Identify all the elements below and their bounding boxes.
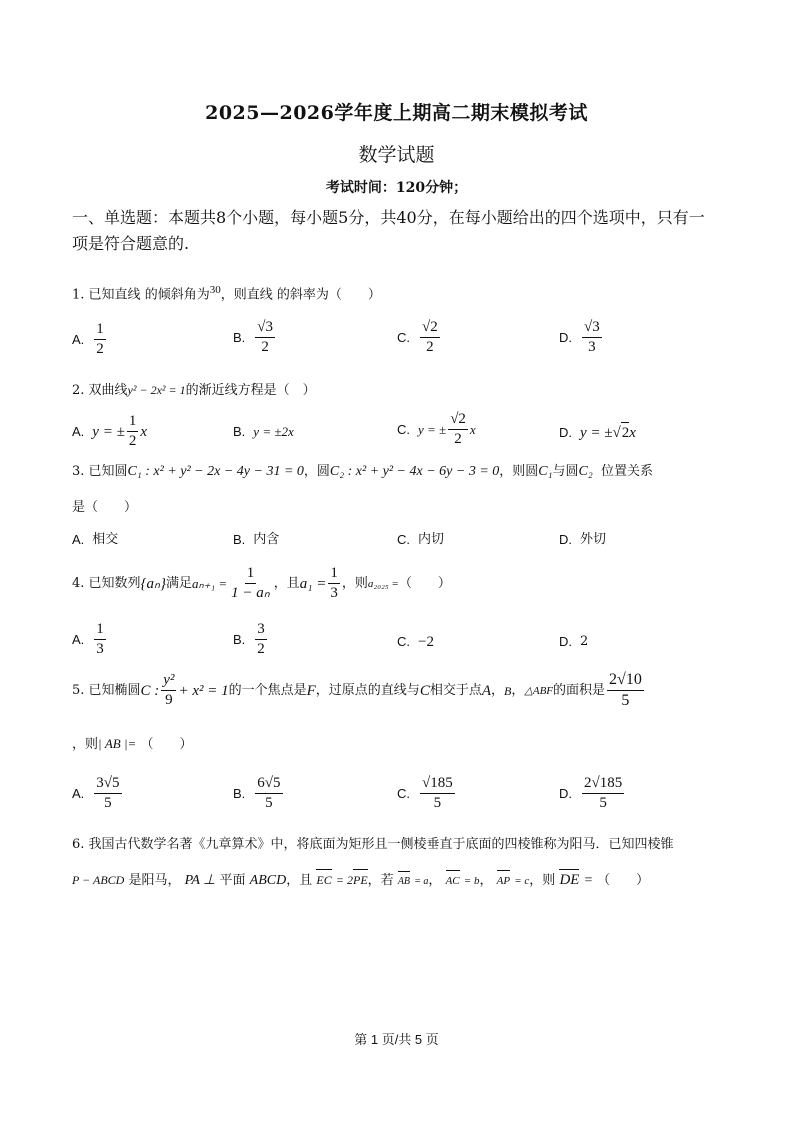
q3-option-b: B. 内含 — [233, 532, 280, 547]
question-6-stem-line2: P − ABCD 是阳马， PA ⊥ 平面 ABCD，且 EC = 2PE，若 AB = a， AC = b， AP = c，则 DE = （ ） — [72, 870, 649, 892]
q1-option-b: B. $\frac{√3}{2}$ — [233, 319, 274, 355]
question-3-stem-line2: 是（ ） — [72, 500, 138, 515]
question-2-stem: 2. 双曲线y² − 2x² = 1的渐近线方程是（ ） — [72, 383, 316, 398]
q2-option-a: A. y = ± $\frac{1}{2}$ x — [72, 413, 147, 449]
fraction: $\frac{1}{\text{1 − aₙ}}$ — [231, 565, 270, 601]
fraction: $\frac{\text{y²}}{9}$ — [163, 672, 175, 708]
fraction: $\frac{√185}{5}$ — [422, 775, 453, 811]
q4-option-b: B. $\frac{3}{2}$ — [233, 621, 265, 657]
q3-option-a: A. 相交 — [72, 532, 119, 547]
fraction: $\frac{1}{2}$ — [96, 321, 104, 357]
circle-c2-equation: C₂ : x² + y² − 4x − 6y − 3 = 0 — [329, 464, 500, 479]
q2-option-c: C. y = ± $\frac{√2}{2}$ x — [397, 411, 476, 447]
fraction: $\frac{√3}{2}$ — [257, 319, 274, 355]
question-4-stem: 4. 已知数列 {aₙ} 满足 aₙ₊₁ = $\frac{1}{\text{1 − aₙ}}$ ，且 a₁ = $\frac{1}{3}$ ，则 a₂₀₂₅ = （ ） — [72, 565, 451, 601]
fraction: $\frac{2√185}{5}$ — [584, 775, 623, 811]
exam-title: 2025—2026学年度上期高二期末模拟考试 — [205, 102, 588, 124]
fraction: $\frac{√3}{3}$ — [584, 319, 600, 355]
q2-option-b: B. y = ±2x — [233, 424, 294, 439]
q5-option-d: D. $\frac{2√185}{5}$ — [559, 775, 623, 811]
q4-option-d: D. 2 — [559, 634, 589, 649]
fraction: $\frac{6√5}{5}$ — [257, 775, 281, 811]
question-5-stem: 5. 已知椭圆 C : $\frac{\text{y²}}{9}$ + x² = 1 的一个焦点是 F ，过原点的直线与 C 相交于点 A ， B ， △ABF 的面积是 $\frac{2√10}{5}$ — [72, 671, 642, 709]
fraction: $\frac{1}{2}$ — [128, 413, 137, 449]
fraction: $\frac{√2}{2}$ — [450, 411, 466, 447]
section-heading-line1: 一、单选题：本题共8个小题，每小题5分，共40分，在每小题给出的四个选项中，只有一 — [72, 208, 705, 227]
question-5-stem-line2: ，则| AB |= （ ） — [72, 736, 193, 752]
q1-option-d: D. $\frac{√3}{3}$ — [559, 319, 600, 355]
sequence-a-n: {aₙ} — [140, 575, 167, 592]
q3-option-c: C. 内切 — [397, 532, 445, 547]
question-1-stem: 1. 已知直线 的倾斜角为$^{30}$，则直线 的斜率为（ ） — [72, 284, 381, 303]
q1-option-c: C. $\frac{√2}{2}$ — [397, 319, 438, 355]
section-heading-line2: 项是符合题意的. — [72, 234, 190, 253]
question-6-stem-line1: 6. 我国古代数学名著《九章算术》中，将底面为矩形且一侧棱垂直于底面的四棱锥称为阳马．已知四棱锥 — [72, 837, 674, 852]
fraction: $\frac{√2}{2}$ — [422, 319, 438, 355]
question-3-stem: 3. 已知圆C₁ : x² + y² − 2x − 4y − 31 = 0，圆C₂ : x² + y² − 4x − 6y − 3 = 0，则圆C₁与圆C₂ 位置关系 — [72, 464, 654, 479]
q4-option-a: A. $\frac{1}{3}$ — [72, 621, 104, 657]
q4-option-c: C. −2 — [397, 634, 434, 650]
q3-option-d: D. 外切 — [559, 532, 607, 547]
exam-time: 考试时间：120分钟； — [325, 180, 468, 196]
q5-option-a: A. $\frac{3√5}{5}$ — [72, 775, 120, 811]
q2-option-d: D. y = ± √ 2 x — [559, 422, 636, 443]
q5-option-c: C. $\frac{√185}{5}$ — [397, 775, 453, 811]
q2-equation: y² − 2x² = 1 — [127, 383, 186, 397]
q1-option-a: A. $\frac{1}{2}$ — [72, 321, 104, 357]
page-footer: 第 1 页/共 5 页 — [354, 1032, 439, 1047]
fraction: $\frac{2√10}{5}$ — [609, 671, 642, 709]
q5-option-b: B. $\frac{6√5}{5}$ — [233, 775, 281, 811]
fraction: $\frac{3√5}{5}$ — [96, 775, 120, 811]
fraction: $\frac{1}{3}$ — [330, 565, 338, 601]
q1-angle: 30 — [209, 284, 221, 296]
fraction: $\frac{1}{3}$ — [96, 621, 104, 657]
fraction: $\frac{3}{2}$ — [257, 621, 265, 657]
exam-subtitle: 数学试题 — [358, 144, 435, 166]
circle-c1-equation: C₁ : x² + y² − 2x − 4y − 31 = 0 — [127, 464, 304, 479]
